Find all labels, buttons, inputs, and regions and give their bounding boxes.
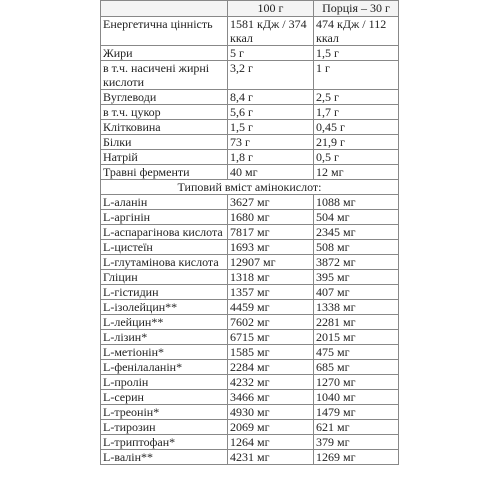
nutrient-per-100g: 1,8 г xyxy=(228,150,314,165)
amino-name: L-триптофан* xyxy=(101,435,228,450)
amino-per-serving: 508 мг xyxy=(314,240,399,255)
amino-name: L-аспарагінова кислота xyxy=(101,225,228,240)
amino-name: Гліцин xyxy=(101,270,228,285)
amino-per-serving: 504 мг xyxy=(314,210,399,225)
amino-row xyxy=(101,405,399,420)
amino-per-100g: 4459 мг xyxy=(228,300,314,315)
amino-per-100g: 6715 мг xyxy=(228,330,314,345)
header-per-100g: 100 г xyxy=(228,1,314,17)
amino-per-100g: 4930 мг xyxy=(228,405,314,420)
nutrient-per-100g: 1581 кДж / 374 ккал xyxy=(228,17,314,46)
amino-row xyxy=(101,255,399,270)
nutrient-name: Енергетична цінність xyxy=(101,17,228,46)
header-blank-cell xyxy=(101,1,228,17)
nutrient-row xyxy=(101,150,399,165)
amino-per-serving: 3872 мг xyxy=(314,255,399,270)
nutrient-per-serving: 12 мг xyxy=(314,165,399,180)
amino-per-100g: 3466 мг xyxy=(228,390,314,405)
nutrient-per-100g: 1,5 г xyxy=(228,120,314,135)
amino-per-serving: 395 мг xyxy=(314,270,399,285)
amino-per-100g: 1357 мг xyxy=(228,285,314,300)
nutrition-table xyxy=(100,0,399,465)
nutrient-name: в т.ч. цукор xyxy=(101,105,228,120)
amino-name: L-серин xyxy=(101,390,228,405)
nutrient-per-100g: 40 мг xyxy=(228,165,314,180)
nutrient-per-serving: 2,5 г xyxy=(314,90,399,105)
amino-per-100g: 12907 мг xyxy=(228,255,314,270)
amino-per-serving: 1479 мг xyxy=(314,405,399,420)
nutrient-name: в т.ч. насичені жирні кислоти xyxy=(101,61,228,90)
nutrient-row xyxy=(101,165,399,180)
amino-row xyxy=(101,285,399,300)
amino-per-serving: 407 мг xyxy=(314,285,399,300)
nutrient-row xyxy=(101,61,399,90)
amino-row xyxy=(101,300,399,315)
amino-row xyxy=(101,330,399,345)
amino-per-serving: 1040 мг xyxy=(314,390,399,405)
amino-name: L-лейцин** xyxy=(101,315,228,330)
nutrient-row xyxy=(101,120,399,135)
nutrient-per-serving: 1 г xyxy=(314,61,399,90)
amino-name: L-глутамінова кислота xyxy=(101,255,228,270)
amino-name: L-аланін xyxy=(101,195,228,210)
amino-name: L-лізин* xyxy=(101,330,228,345)
amino-name: L-цистеїн xyxy=(101,240,228,255)
amino-per-100g: 1693 мг xyxy=(228,240,314,255)
amino-per-100g: 1318 мг xyxy=(228,270,314,285)
amino-per-100g: 3627 мг xyxy=(228,195,314,210)
amino-per-100g: 1585 мг xyxy=(228,345,314,360)
amino-section-row xyxy=(101,180,399,195)
amino-per-serving: 685 мг xyxy=(314,360,399,375)
amino-per-100g: 2069 мг xyxy=(228,420,314,435)
amino-per-100g: 7817 мг xyxy=(228,225,314,240)
amino-per-100g: 4231 мг xyxy=(228,450,314,465)
amino-per-serving: 1270 мг xyxy=(314,375,399,390)
amino-row xyxy=(101,315,399,330)
nutrient-per-serving: 0,45 г xyxy=(314,120,399,135)
amino-per-100g: 4232 мг xyxy=(228,375,314,390)
amino-row xyxy=(101,210,399,225)
nutrition-body xyxy=(101,17,399,465)
nutrient-per-serving: 474 кДж / 112 ккал xyxy=(314,17,399,46)
amino-row xyxy=(101,345,399,360)
nutrient-name: Білки xyxy=(101,135,228,150)
nutrient-row xyxy=(101,105,399,120)
amino-per-serving: 1088 мг xyxy=(314,195,399,210)
nutrient-row xyxy=(101,17,399,46)
nutrient-row xyxy=(101,135,399,150)
amino-per-100g: 2284 мг xyxy=(228,360,314,375)
amino-row xyxy=(101,435,399,450)
amino-name: L-метіонін* xyxy=(101,345,228,360)
amino-per-serving: 2015 мг xyxy=(314,330,399,345)
amino-name: L-ізолейцин** xyxy=(101,300,228,315)
nutrient-per-100g: 3,2 г xyxy=(228,61,314,90)
amino-name: L-гістидин xyxy=(101,285,228,300)
amino-row xyxy=(101,390,399,405)
amino-row xyxy=(101,420,399,435)
amino-name: L-тирозин xyxy=(101,420,228,435)
amino-name: L-аргінін xyxy=(101,210,228,225)
amino-row xyxy=(101,225,399,240)
nutrient-name: Натрій xyxy=(101,150,228,165)
nutrient-name: Жири xyxy=(101,46,228,61)
nutrition-facts-container xyxy=(100,0,399,465)
amino-per-serving: 2281 мг xyxy=(314,315,399,330)
amino-name: L-фенілаланін* xyxy=(101,360,228,375)
amino-per-100g: 1680 мг xyxy=(228,210,314,225)
amino-name: L-валін** xyxy=(101,450,228,465)
nutrient-per-serving: 0,5 г xyxy=(314,150,399,165)
nutrient-per-100g: 73 г xyxy=(228,135,314,150)
nutrient-row xyxy=(101,46,399,61)
nutrient-per-serving: 1,5 г xyxy=(314,46,399,61)
nutrient-row xyxy=(101,90,399,105)
amino-per-serving: 621 мг xyxy=(314,420,399,435)
nutrient-per-100g: 8,4 г xyxy=(228,90,314,105)
amino-per-serving: 379 мг xyxy=(314,435,399,450)
amino-per-100g: 1264 мг xyxy=(228,435,314,450)
amino-per-serving: 475 мг xyxy=(314,345,399,360)
nutrient-name: Вуглеводи xyxy=(101,90,228,105)
nutrient-name: Клітковина xyxy=(101,120,228,135)
amino-per-100g: 7602 мг xyxy=(228,315,314,330)
amino-name: L-пролін xyxy=(101,375,228,390)
header-row xyxy=(101,1,399,17)
amino-row xyxy=(101,450,399,465)
amino-per-serving: 1269 мг xyxy=(314,450,399,465)
nutrient-per-serving: 21,9 г xyxy=(314,135,399,150)
amino-per-serving: 2345 мг xyxy=(314,225,399,240)
amino-row xyxy=(101,360,399,375)
amino-name: L-треонін* xyxy=(101,405,228,420)
amino-row xyxy=(101,195,399,210)
amino-per-serving: 1338 мг xyxy=(314,300,399,315)
amino-row xyxy=(101,240,399,255)
nutrient-per-100g: 5 г xyxy=(228,46,314,61)
nutrient-per-100g: 5,6 г xyxy=(228,105,314,120)
amino-row xyxy=(101,375,399,390)
nutrient-per-serving: 1,7 г xyxy=(314,105,399,120)
amino-section-title: Типовий вміст амінокислот: xyxy=(101,180,399,195)
amino-row xyxy=(101,270,399,285)
header-per-serving: Порція – 30 г xyxy=(314,1,399,17)
nutrient-name: Травні ферменти xyxy=(101,165,228,180)
